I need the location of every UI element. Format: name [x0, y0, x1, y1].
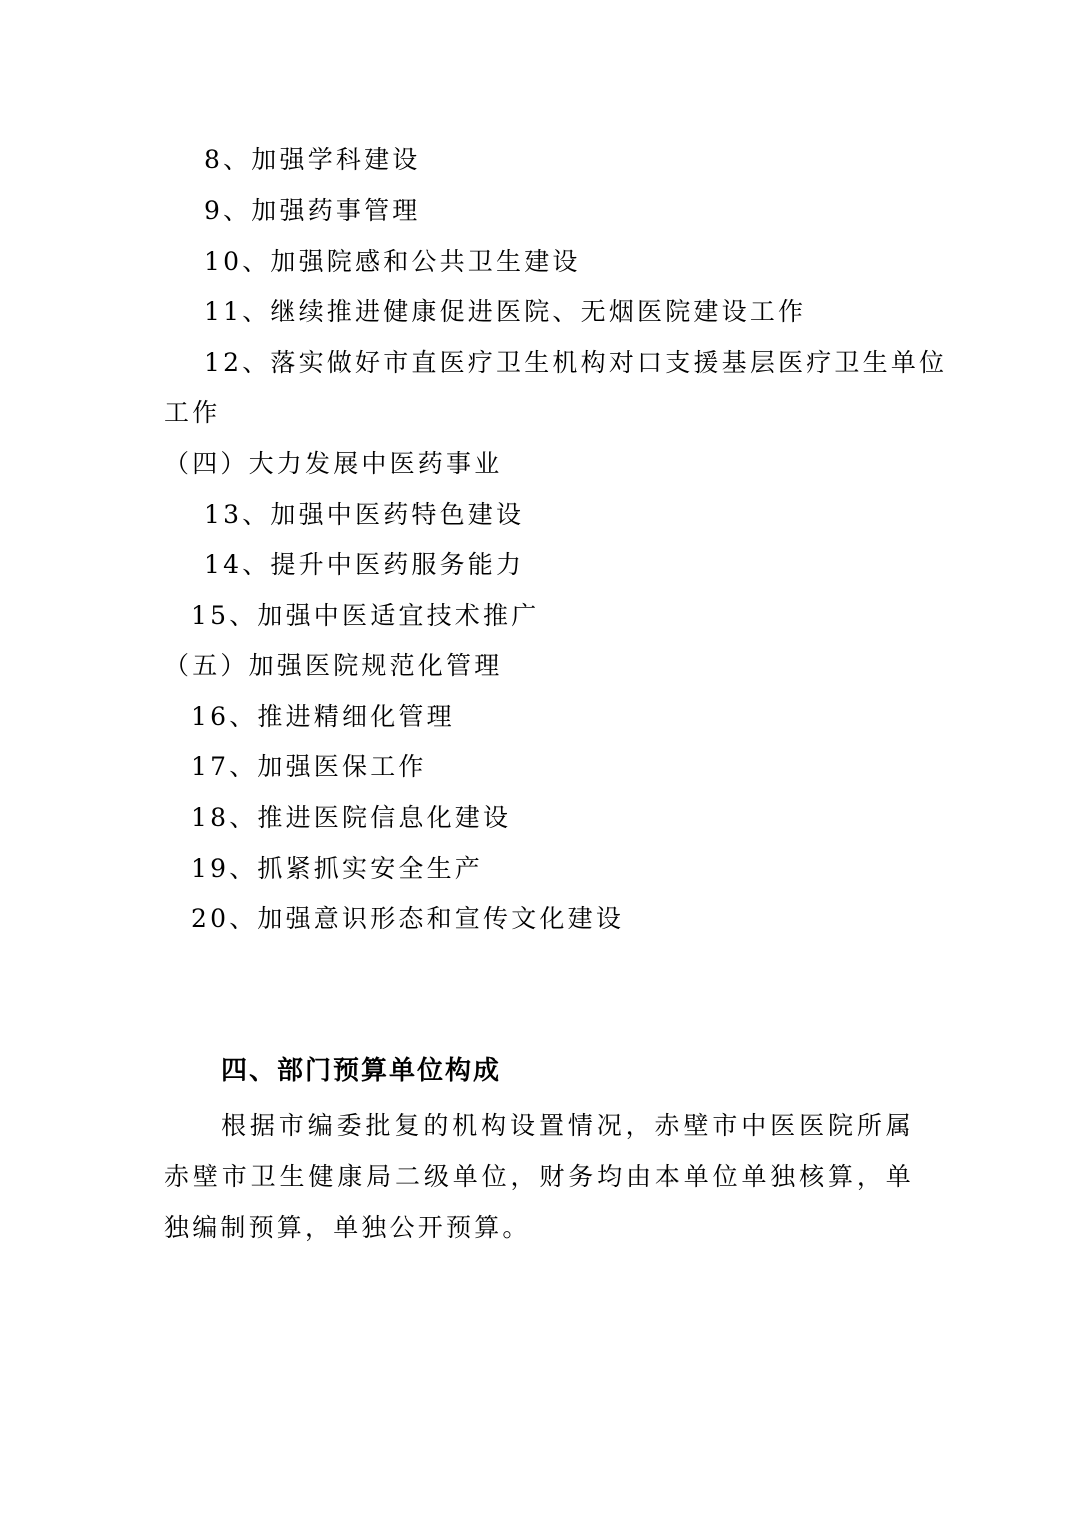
item-18: 18、推进医院信息化建设 [191, 803, 512, 832]
item-17: 17、加强医保工作 [191, 752, 427, 781]
section-heading: 四、部门预算单位构成 [221, 1056, 502, 1086]
item-19: 19、抓紧抓实安全生产 [191, 854, 484, 883]
item-20: 20、加强意识形态和宣传文化建设 [191, 904, 625, 933]
item-9: 9、加强药事管理 [204, 196, 421, 225]
item-12-continued: 工作 [164, 398, 221, 427]
section-4-title: （四）大力发展中医药事业 [164, 449, 503, 478]
item-8: 8、加强学科建设 [204, 145, 421, 174]
item-10: 10、加强院感和公共卫生建设 [204, 247, 581, 276]
section-5-title: （五）加强医院规范化管理 [164, 651, 503, 680]
item-16: 16、推进精细化管理 [191, 702, 455, 731]
item-13: 13、加强中医药特色建设 [204, 500, 525, 529]
item-15: 15、加强中医适宜技术推广 [191, 601, 540, 630]
section-paragraph: 根据市编委批复的机构设置情况，赤壁市中医医院所属赤壁市卫生健康局二级单位，财务均由本单位单独核算，单独编制预算，单独公开预算。 [164, 1111, 914, 1242]
item-11: 11、继续推进健康促进医院、无烟医院建设工作 [204, 297, 807, 326]
item-14: 14、提升中医药服务能力 [204, 550, 525, 579]
item-12: 12、落实做好市直医疗卫生机构对口支援基层医疗卫生单位 [204, 348, 948, 377]
